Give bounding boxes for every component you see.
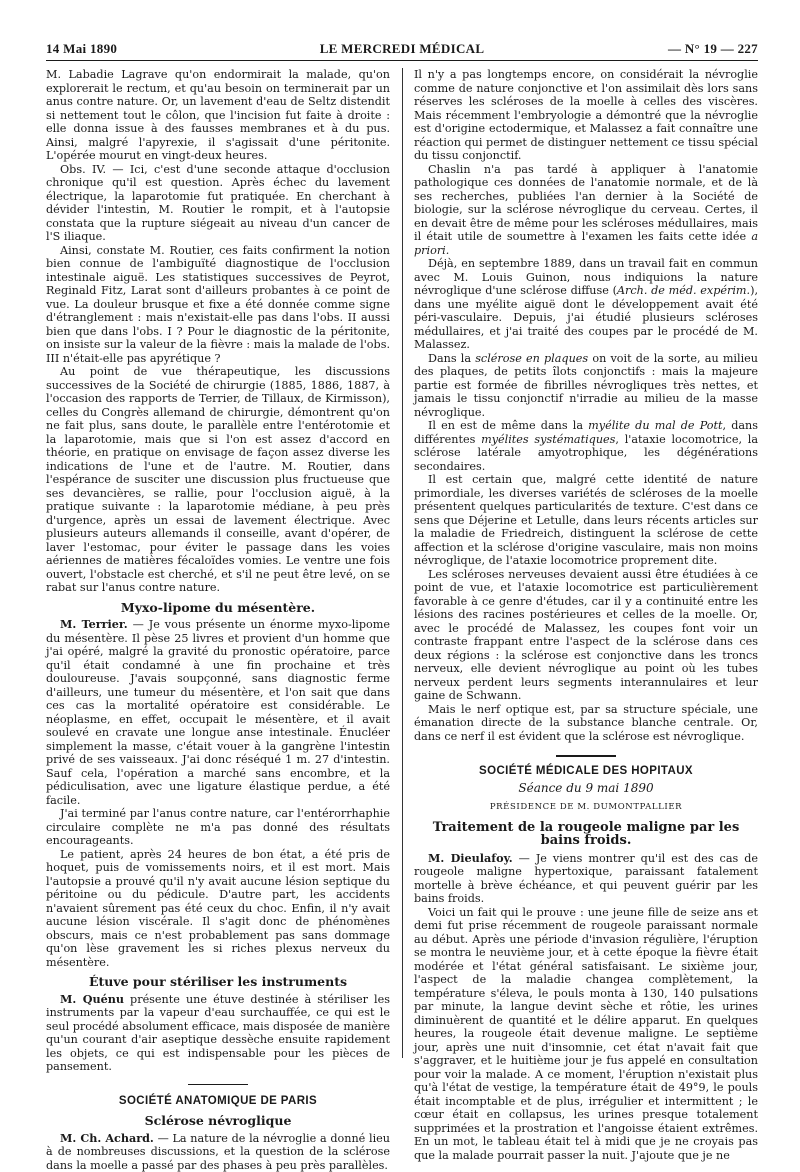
paragraph-text: , dans différentes [414, 419, 758, 446]
page-header [46, 38, 758, 60]
italic-text: myélites systématiques [481, 433, 615, 446]
column-divider [402, 68, 403, 1058]
separator-rule [188, 1084, 248, 1085]
italic-text: a priori. [414, 230, 758, 257]
speaker-name: M. Ch. Achard. [60, 1131, 154, 1145]
paragraph: Mais le nerf optique est, par sa structure spéciale, une émanation directe de la substance blanche centrale. Or, dans ce nerf il est évident que la sclérose est névroglique. [414, 703, 758, 744]
italic-text: myélite du mal de Pott [588, 419, 722, 432]
paragraph-text: présente une étuve destinée à stériliser les instruments par la vapeur d'eau surchauffée, ce qui est le seul procédé absolument efficace, mais disposée de manière qu'un courant d'air aseptique dessèche ensuite rapidement les objets, ce qui est indispensable pour les pièces de pansement. [46, 993, 390, 1074]
header-rule [46, 60, 758, 61]
newspaper-page [46, 38, 758, 1060]
section-heading: Traitement de la rougeole maligne par les bains froids. [414, 821, 758, 848]
paragraph-text: Déjà, en septembre 1889, dans un travail fait en commun avec M. Louis Guinon, nous indiquions la nature névroglique d'une sclérose diffuse ( [414, 257, 758, 297]
paragraph [414, 257, 758, 352]
paragraph-text: — La nature de la névroglie a donné lieu à de nombreuses discussions, et la question de la sclérose dans la moelle a passé par des phases à peu près parallèles. [46, 1132, 390, 1172]
section-heading: Myxo-lipome du mésentère. [46, 601, 390, 615]
paragraph [46, 618, 390, 807]
paragraph: Il n'y a pas longtemps encore, on considérait la névroglie comme de nature conjonctive et l'on assimilait dès lors sans réserves les scléroses de la moelle à celles des viscères. Mais récemment l'embryologie a démontré que la névroglie est d'origine ectodermique, et Malassez a fait connaître une réaction qui permet de distinguer nettement ce tissu spécial du tissu conjonctif. [414, 68, 758, 163]
society-title: SOCIÉTÉ ANATOMIQUE DE PARIS [46, 1095, 390, 1109]
paragraph [414, 163, 758, 258]
paragraph [414, 419, 758, 473]
society-title: SOCIÉTÉ MÉDICALE DES HOPITAUX [414, 765, 758, 779]
section-heading: Étuve pour stériliser les instruments [46, 975, 390, 989]
session-date: Séance du 9 mai 1890 [414, 782, 758, 796]
paragraph: Ainsi, constate M. Routier, ces faits confirment la notion bien connue de l'ambiguïté diagnostique de l'occlusion intestinale aiguë. Les statistiques successives de Peyrot, Reginald Fitz, Larat sont d'ailleurs probantes à ce point de vue. La douleur brusque et fixe a été donnée comme signe d'étranglement : mais n'existait-elle pas dans l'obs. II aussi bien que dans l'obs. I ? Pour le diagnostic de la péritonite, on insiste sur la valeur de la fièvre : mais la malade de l'obs. III n'était-elle pas apyrétique ? [46, 244, 390, 366]
paragraph [46, 993, 390, 1074]
paragraph: J'ai terminé par l'anus contre nature, car l'entérorrhaphie circulaire complète ne m'a pas donné des résultats encourageants. [46, 807, 390, 848]
paragraph-text: Chaslin n'a pas tardé à appliquer à l'anatomie pathologique ces données de l'anatomie normale, et de là ses recherches, publiées l'an dernier à la Société de biologie, sur la sclérose névroglique du cerveau. Certes, il en devait être de même pour les scléroses médullaires, mais il était utile de soumettre à l'examen les faits cette idée [414, 163, 758, 244]
paragraph: Il est certain que, malgré cette identité de nature primordiale, les diverses variétés de scléroses de la moelle présentent quelques particularités de texture. C'est dans ce sens que Déjerine et Letulle, dans leurs récents articles sur la maladie de Friedreich, distinguent la sclérose de cette affection et la sclérose d'origine vasculaire, mais non moins névroglique, de l'ataxie locomotrice proprement dite. [414, 473, 758, 568]
paragraph: M. Labadie Lagrave qu'on endormirait la malade, qu'on explorerait le rectum, et qu'au besoin on terminerait par un anus contre nature. Or, un lavement d'eau de Seltz distendit si nettement tout le côlon, que l'incision fut faite à droite : elle donna issue à des fausses membranes et à du pus. Ainsi, malgré l'apyrexie, il s'agissait d'une péritonite. L'opérée mourut en vingt-deux heures. [46, 68, 390, 163]
paragraph-text: on voit de la sorte, au milieu des plaques, de petits îlots conjonctifs : mais la majeure partie est formée de fibrilles névrogliques très nettes, et jamais le tissu conjonctif n'irradie au milieu de la masse névroglique. [414, 352, 758, 419]
speaker-name: M. Quénu [60, 992, 124, 1006]
paragraph [46, 1132, 390, 1172]
paragraph: Au point de vue thérapeutique, les discussions successives de la Société de chirurgie (1885, 1886, 1887, à l'occasion des rapports de Terrier, de Tillaux, de Kirmisson), celles du Congrès allemand de chirurgie, démontrent qu'on ne fait plus, sans doute, le parallèle entre l'entérotomie et la laparotomie, mais que si l'on est assez d'accord en théorie, en pratique on envisage de façon assez diverse les indications de l'une et de l'autre. M. Routier, dans l'espérance de susciter une discussion plus fructueuse que ses devancières, se rallie, pour l'occlusion aiguë, à la pratique suivante : la laparotomie médiane, à peu près d'urgence, après un essai de lavement électrique. Avec plusieurs auteurs allemands il conseille, avant d'opérer, de laver l'estomac, pour éviter le passage dans les voies aériennes de matières fécaloïdes vomies. Le ventre une fois ouvert, l'obstacle est cherché, et s'il ne peut être levé, on se rabat sur l'anus contre nature. [46, 365, 390, 595]
paragraph: Le patient, après 24 heures de bon état, a été pris de hoquet, puis de vomissements noirs, et il est mort. Mais l'autopsie a prouvé qu'il n'y avait aucune lésion septique du péritoine ou du pédicule. D'autre part, les accidents n'avaient sûrement pas été ceux du choc. Enfin, il n'y avait aucune lésion viscérale. Il s'agit donc de phénomènes obscurs, mais ce n'est probablement pas sans dommage qu'on lèse gravement les si riches plexus nerveux du mésentère. [46, 848, 390, 970]
paragraph-text: ), dans une myélite aiguë dont le développement avait été péri-vasculaire. Depuis, j'ai étudié plusieurs scléroses médullaires, et j'ai traité des coupes par le procédé de M. Malassez. [414, 284, 758, 351]
journal-title: LE MERCREDI MÉDICAL [46, 41, 758, 57]
section-heading: Sclérose névroglique [46, 1114, 390, 1128]
header-date: 14 Mai 1890 [46, 41, 117, 57]
left-column [46, 68, 390, 1058]
paragraph: Les scléroses nerveuses devaient aussi être étudiées à ce point de vue, et l'ataxie locomotrice est particulièrement favorable à ce genre d'études, car il y a continuité entre les lésions des racines postérieures et celles de la moelle. Or, avec le procédé de Malassez, les coupes font voir un contraste frappant entre l'aspect de la sclérose dans ces deux régions : la sclérose est conjonctive dans les troncs nerveux, elle devient névroglique au point où les tubes nerveux perdent leurs segments interannulaires et leur gaine de Schwann. [414, 568, 758, 703]
presidency-line: PRÉSIDENCE DE M. DUMONTPALLIER [414, 801, 758, 815]
speaker-name: M. Terrier. [60, 617, 128, 631]
page-number: — N° 19 — 227 [668, 41, 758, 57]
paragraph-text: Dans la [428, 352, 475, 365]
paragraph: Obs. IV. — Ici, c'est d'une seconde attaque d'occlusion chronique qu'il est question. Après échec du lavement électrique, la laparotomie fut pratiquée. En cherchant à dévider l'intestin, M. Routier le rompit, et à l'autopsie constata que la rupture siégeait au niveau d'un cancer de l'S iliaque. [46, 163, 390, 244]
paragraph [414, 352, 758, 420]
separator-rule [556, 755, 616, 757]
paragraph-text: — Je vous présente un énorme myxo-lipome du mésentère. Il pèse 25 livres et provient d'un homme que j'ai opéré, malgré la gravité du pronostic opératoire, parce qu'il était condamné à une fin prochaine et très douloureuse. J'avais soupçonné, sans diagnostic ferme d'ailleurs, une tumeur du mésentère, et l'on sait que dans ces cas la mortalité opératoire est considérable. Le néoplasme, en effet, occupait le mésentère, et il avait soulevé en cravate une longue anse intestinale. Énucléer simplement la masse, c'était vouer à la gangrène l'intestin privé de ses vaisseaux. J'ai donc réséqué 1 m. 27 d'intestin. Sauf cela, l'opération a marché sans encombre, et la pédiculisation, avec une ligature élastique perdue, a été facile. [46, 618, 390, 807]
paragraph: Voici un fait qui le prouve : une jeune fille de seize ans et demi fut prise récemment de rougeole paraissant normale au début. Après une période d'invasion régulière, l'éruption se montra le neuvième jour, et à cette époque la fièvre était modérée et l'état général satisfaisant. Le sixième jour, l'aspect de la maladie changea complètement, la température s'éleva, le pouls monta à 130, 140 pulsations par minute, la langue devint sèche et rôtie, les urines diminuèrent de quantité et le délire apparut. En quelques heures, la rougeole était devenue maligne. Le septième jour, après une nuit d'insomnie, cet état n'avait fait que s'aggraver, et le huitième jour je fus appelé en consultation pour voir la malade. A ce moment, l'éruption n'existait plus qu'à l'état de vestige, la température était de 49°9, le pouls était incomptable et de plus, irrégulier et intermittent ; le cœur était en collapsus, les urines presque totalement supprimées et la prostration et l'angoisse étaient extrêmes. En un mot, le tableau était tel à midi que je ne croyais pas que la malade pourrait passer la nuit. J'ajoute que je ne [414, 906, 758, 1163]
italic-text: Arch. de méd. expérim. [617, 284, 750, 297]
paragraph-text: — Je viens montrer qu'il est des cas de rougeole maligne hypertoxique, paraissant fatalement mortelle à brève échéance, et qui peuvent guérir par les bains froids. [414, 852, 758, 906]
paragraph [414, 852, 758, 906]
paragraph-text: Il en est de même dans la [428, 419, 588, 432]
article-columns [46, 68, 758, 1058]
paragraph-text: , l'ataxie locomotrice, la sclérose latérale amyotrophique, les dégénérations secondaires. [414, 433, 758, 473]
italic-text: sclérose en plaques [475, 352, 588, 365]
right-column [414, 68, 758, 1058]
speaker-name: M. Dieulafoy. [428, 851, 513, 865]
